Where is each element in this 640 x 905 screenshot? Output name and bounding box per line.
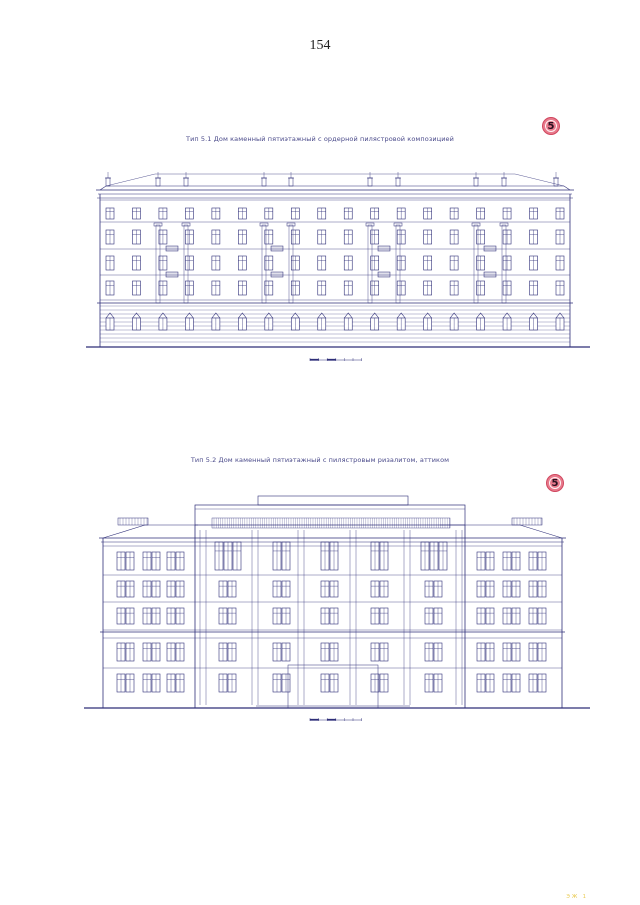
facade-elevation-1 (0, 160, 640, 400)
drawing-1-type-badge: 5 (542, 117, 560, 135)
facade-elevation-2 (0, 480, 640, 750)
drawing-2-caption: Тип 5.2 Дом каменный пятиэтажный с пилястровым ризалитом, аттиком (190, 456, 450, 464)
footer-mark: ЭЖ 1 (566, 894, 588, 900)
drawing-2-type-badge: 5 (546, 474, 564, 492)
drawing-1-caption: Тип 5.1 Дом каменный пятиэтажный с ордерной пилястровой композицией (186, 135, 454, 143)
page-number: 154 (309, 38, 331, 53)
